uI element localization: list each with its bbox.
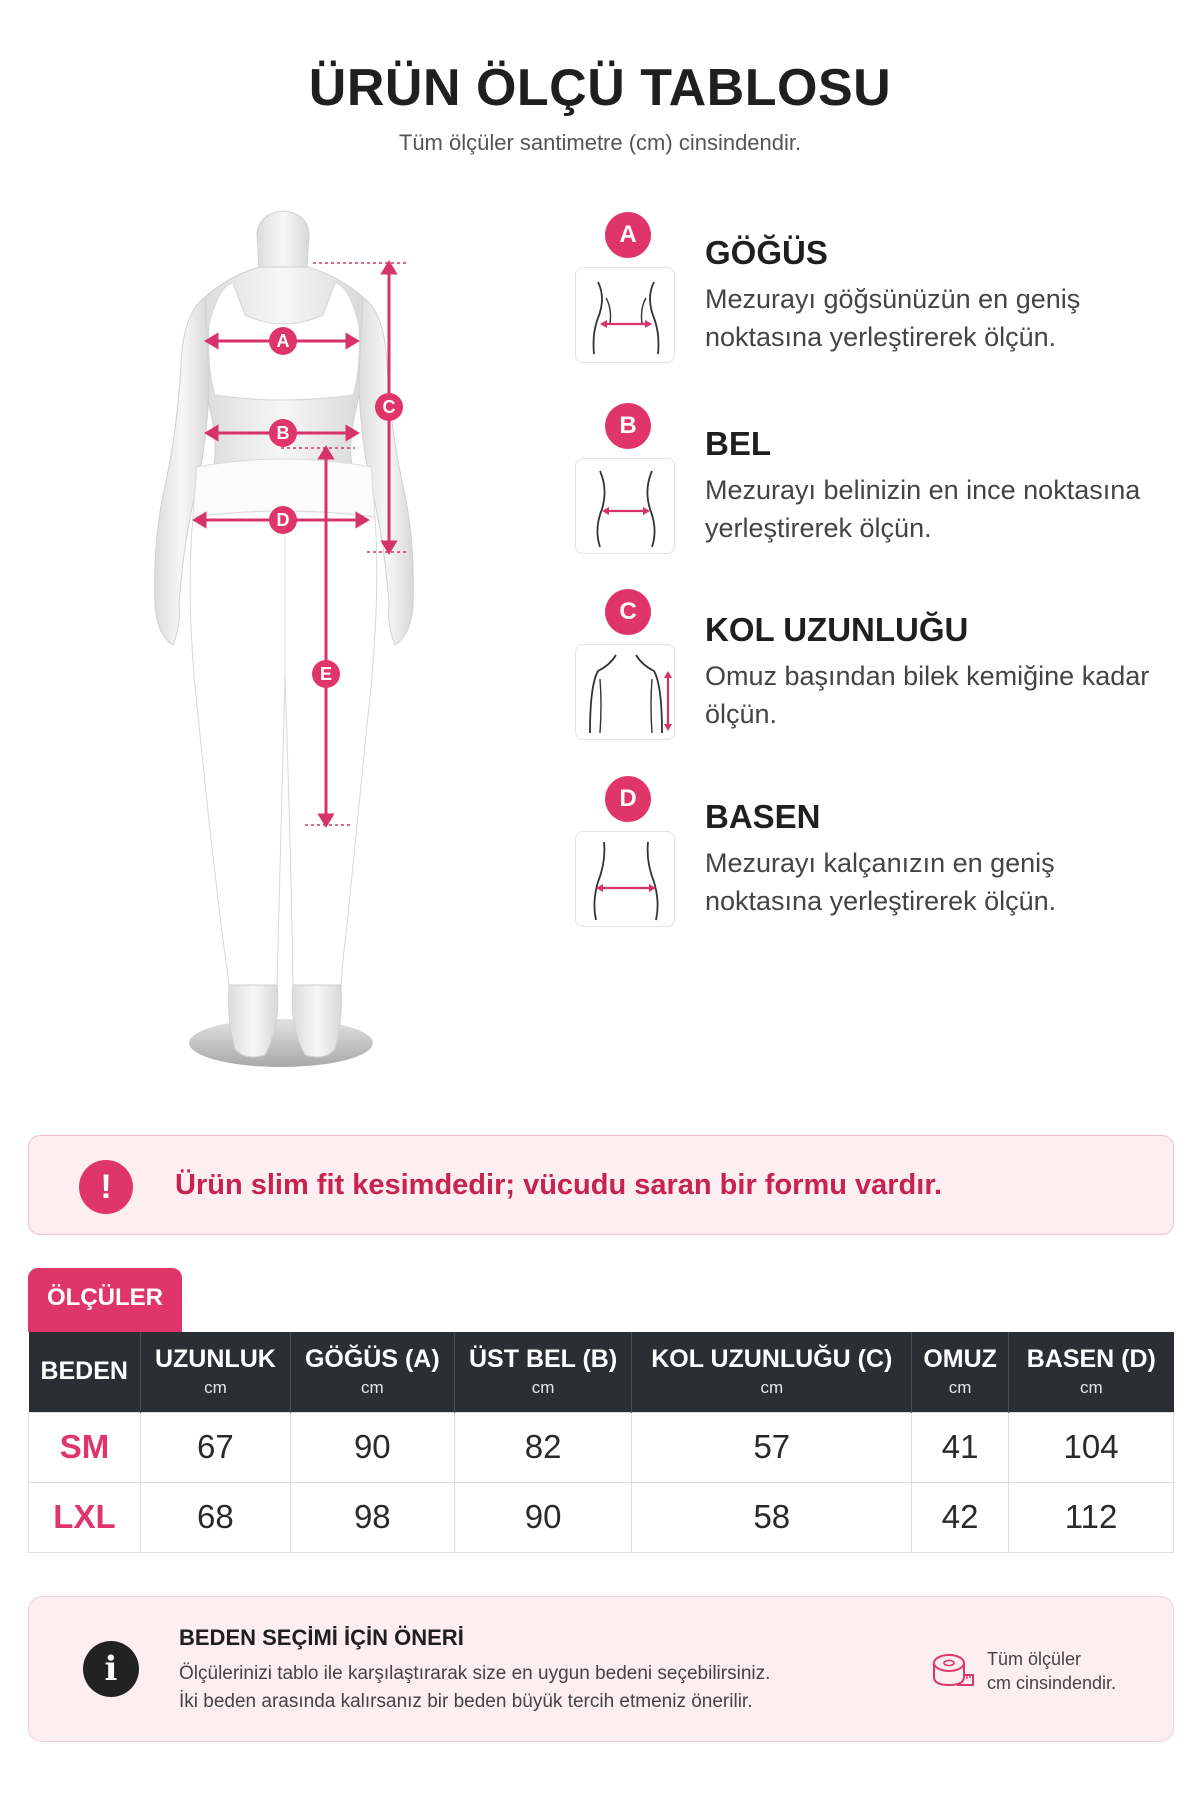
- table-cell: 67: [140, 1412, 290, 1482]
- arm-measure-icon: [575, 644, 675, 740]
- marker-d: D: [269, 506, 297, 534]
- guide-badge: D: [605, 776, 651, 822]
- column-header: BEDEN: [29, 1332, 141, 1412]
- alert-text: Ürün slim fit kesimdedir; vücudu saran bir formu vardır.: [175, 1169, 943, 1201]
- guide-description: Mezurayı göğsünüzün en geniş noktasına yerleştirerek ölçün.: [705, 284, 1081, 352]
- table-cell: 112: [1009, 1482, 1174, 1552]
- table-cell: 98: [290, 1482, 454, 1552]
- waist-measure-icon: [575, 458, 675, 554]
- table-row: [29, 1412, 1174, 1482]
- exclamation-icon: !: [79, 1160, 133, 1214]
- unit-note: [987, 1647, 1116, 1695]
- measuring-tape-icon: [929, 1649, 975, 1693]
- page-subtitle: Tüm ölçüler santimetre (cm) cinsindendir.: [398, 130, 802, 155]
- guide-badge: B: [605, 403, 651, 449]
- column-header: ÜST BEL (B) cm: [454, 1332, 632, 1412]
- guide-title: BASEN: [705, 798, 821, 835]
- tip-line-2: İki beden arasında kalırsanız bir beden büyük tercih etmeniz önerilir.: [179, 1691, 753, 1712]
- guide-title: BEL: [705, 425, 771, 462]
- column-header: UZUNLUK cm: [140, 1332, 290, 1412]
- marker-b: B: [269, 419, 297, 447]
- table-tab-label: ÖLÇÜLER: [28, 1268, 182, 1332]
- marker-e: E: [312, 660, 340, 688]
- size-tip-box: [28, 1596, 1174, 1742]
- fit-alert: [28, 1135, 1174, 1235]
- guide-description: Mezurayı belinizin en ince noktasına yerleştirerek ölçün.: [705, 475, 1141, 543]
- guide-description: Mezurayı kalçanızın en geniş noktasına yerleştirerek ölçün.: [705, 848, 1057, 916]
- page-title: ÜRÜN ÖLÇÜ TABLOSU: [308, 59, 892, 117]
- guide-description: Omuz başından bilek kemiğine kadar ölçün.: [705, 661, 1150, 729]
- guide-title: KOL UZUNLUĞU: [705, 611, 969, 648]
- table-cell: 90: [454, 1482, 632, 1552]
- table-row: [29, 1482, 1174, 1552]
- column-header: KOL UZUNLUĞU (C) cm: [632, 1332, 912, 1412]
- guide-badge: A: [605, 212, 651, 258]
- guide-waist: [575, 403, 1175, 573]
- marker-c: C: [375, 393, 403, 421]
- size-cell: SM: [29, 1412, 141, 1482]
- table-cell: 68: [140, 1482, 290, 1552]
- table-cell: 104: [1009, 1412, 1174, 1482]
- table-cell: 41: [912, 1412, 1009, 1482]
- size-table: [28, 1332, 1174, 1553]
- hip-measure-icon: [575, 831, 675, 927]
- table-cell: 82: [454, 1412, 632, 1482]
- table-cell: 58: [632, 1482, 912, 1552]
- guide-arm-length: [575, 589, 1175, 759]
- table-cell: 57: [632, 1412, 912, 1482]
- column-header: BASEN (D) cm: [1009, 1332, 1174, 1412]
- guide-hip: [575, 776, 1175, 946]
- chest-measure-icon: [575, 267, 675, 363]
- tip-title: BEDEN SEÇİMİ İÇİN ÖNERİ: [179, 1625, 464, 1650]
- guide-badge: C: [605, 589, 651, 635]
- guide-chest: [575, 212, 1175, 382]
- table-cell: 42: [912, 1482, 1009, 1552]
- size-cell: LXL: [29, 1482, 141, 1552]
- guide-title: GÖĞÜS: [705, 234, 828, 271]
- marker-a: A: [269, 327, 297, 355]
- table-cell: 90: [290, 1412, 454, 1482]
- unit-note-line-2: cm cinsindendir.: [987, 1673, 1117, 1693]
- mannequin-figure: [85, 205, 490, 1075]
- info-icon: i: [83, 1641, 139, 1697]
- table-header-row: [29, 1332, 1174, 1412]
- unit-note-line-1: Tüm ölçüler: [987, 1649, 1082, 1669]
- column-header: OMUZ cm: [912, 1332, 1009, 1412]
- tip-line-1: Ölçülerinizi tablo ile karşılaştırarak size en uygun bedeni seçebilirsiniz.: [179, 1663, 771, 1684]
- column-header: GÖĞÜS (A) cm: [290, 1332, 454, 1412]
